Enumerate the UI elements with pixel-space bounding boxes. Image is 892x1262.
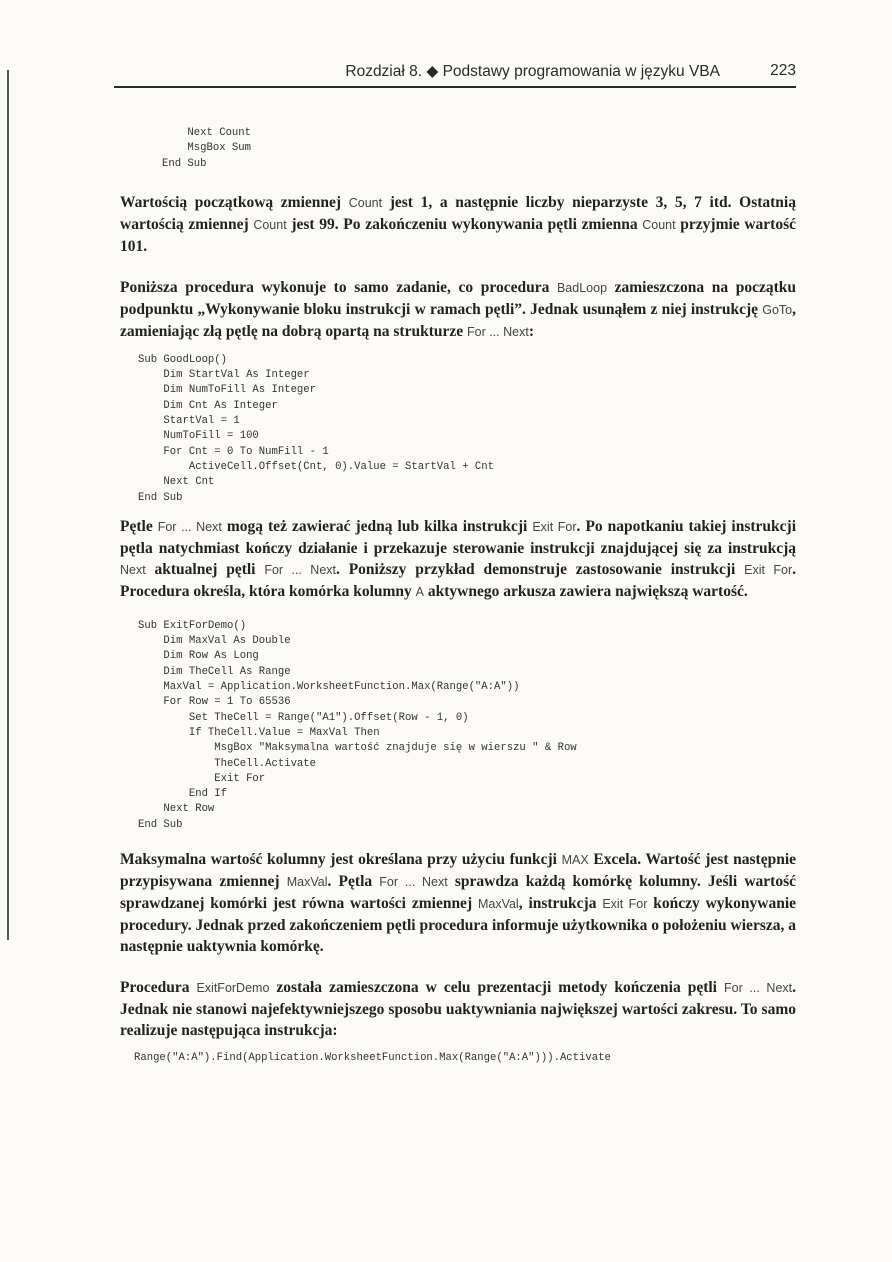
inline-code: Next [120, 562, 146, 577]
page-number: 223 [770, 62, 796, 79]
inline-code: Exit For [602, 897, 648, 912]
text-run: Excela. Wartość jest następnie przypisywana zmiennej [120, 851, 797, 891]
inline-code: For ... Next [467, 324, 529, 339]
text-run: . Poniższy przykład demonstruje zastosowanie instrukcji [336, 560, 745, 578]
code-block-end-of-previous: Next Count MsgBox Sum End Sub [162, 127, 252, 170]
inline-code: Exit For [744, 562, 793, 577]
text-run: sprawdza każdą komórkę kolumny. Jeśli wartość sprawdzanej komórki jest równa wartości zmiennej [120, 873, 796, 913]
paragraph-exitfordemo-note [120, 977, 796, 1041]
text-run: : [528, 322, 534, 340]
text-run: . Jednak nie stanowi najefektywniejszego sposobu uaktywniania największej wartości zakresu. To samo realizuje następująca instrukcja: [120, 979, 796, 1040]
text-run: Procedura [120, 979, 197, 997]
text-run: Maksymalna wartość kolumny jest określana przy użyciu funkcji [120, 851, 562, 869]
text-run: Wartością początkową zmiennej [120, 193, 349, 211]
inline-code: For ... Next [157, 519, 222, 534]
inline-code: For ... Next [379, 875, 448, 890]
text-run: , zamieniając złą pętlę na dobrą opartą na strukturze [120, 300, 796, 340]
chapter-title: Rozdział 8. ◆ Podstawy programowania w języku VBA [345, 63, 720, 80]
text-run: została zamieszczona w celu prezentacji metody kończenia pętli [269, 979, 725, 997]
text-run: jest 1, a następnie liczby nieparzyste 3, 5, 7 itd. Ostatnią wartością zmiennej [120, 193, 796, 233]
inline-code: Count [642, 217, 676, 232]
paragraph-count-values [120, 192, 796, 257]
text-run: kończy wykonywanie procedury. Jednak przed zakończeniem pętli procedura informuje użytkownika o położeniu wiersza, a następnie uaktywnia komórkę. [120, 895, 797, 956]
header-rule [114, 86, 796, 88]
text-run: , instrukcja [518, 895, 603, 913]
inline-code: A [415, 584, 425, 599]
page-content [120, 126, 796, 1066]
text-run: Pętle [120, 517, 158, 535]
text-run: aktualnej pętli [145, 560, 265, 578]
inline-code: GoTo [762, 302, 793, 317]
inline-code: BadLoop [556, 280, 608, 295]
text-run: Poniższa procedura wykonuje to samo zadanie, co procedura [120, 278, 557, 296]
text-run: zamieszczona na początku podpunktu „Wykonywanie bloku instrukcji w ramach pętli”. Jednak usunąłem z niej instrukcję [120, 278, 797, 318]
paragraph-exit-for [120, 516, 796, 603]
paragraph-max-explained [120, 849, 796, 957]
inline-code: For ... Next [264, 562, 337, 577]
text-run: mogą też zawierać jedną lub kilka instrukcji [221, 517, 533, 535]
code-line-find-activate: Range("A:A").Find(Application.WorksheetFunction.Max(Range("A:A"))).Activate [134, 1052, 611, 1065]
inline-code: Exit For [532, 519, 577, 534]
page-margin-line [7, 70, 9, 940]
text-run: . Pętla [327, 873, 380, 891]
inline-code: For ... Next [724, 981, 793, 996]
text-run: . Procedura określa, która komórka kolumny [120, 560, 797, 600]
text-run: przyjmie wartość 101. [120, 215, 796, 255]
code-block-exitfordemo: Sub ExitForDemo() Dim MaxVal As Double Dim Row As Long Dim TheCell As Range MaxVal = Application.WorksheetFunction.Max(Range("A:A")) For Row = 1 To 65536 Set TheCell = Range("A1").Offset(Row - 1, 0) If TheCell.Value = MaxVal Then MsgBox "Maksymalna wartość znajduje się w wierszu " & Row TheCell.Activate Exit For End If Next Row End Sub [138, 619, 577, 831]
inline-code: Count [253, 217, 287, 232]
text-run: aktywnego arkusza zawiera największą wartość. [424, 582, 748, 600]
text-run: . Po napotkaniu takiej instrukcji pętla natychmiast kończy działanie i przekazuje sterowanie instrukcji znajdującej się za instrukcją [120, 517, 796, 557]
inline-code: MaxVal [286, 875, 328, 890]
inline-code: Count [348, 195, 383, 210]
text-run: jest 99. Po zakończeniu wykonywania pętli zmienna [286, 215, 643, 233]
running-header [120, 62, 796, 98]
inline-code: ExitForDemo [196, 981, 270, 996]
code-block-goodloop: Sub GoodLoop() Dim StartVal As Integer Dim NumToFill As Integer Dim Cnt As Integer StartVal = 1 NumToFill = 100 For Cnt = 0 To NumFill - 1 ActiveCell.Offset(Cnt, 0).Value = StartVal + Cnt Next Cnt End Sub [138, 353, 495, 504]
inline-code: MAX [561, 853, 589, 868]
paragraph-goodloop-intro [120, 277, 796, 343]
inline-code: MaxVal [477, 897, 519, 912]
